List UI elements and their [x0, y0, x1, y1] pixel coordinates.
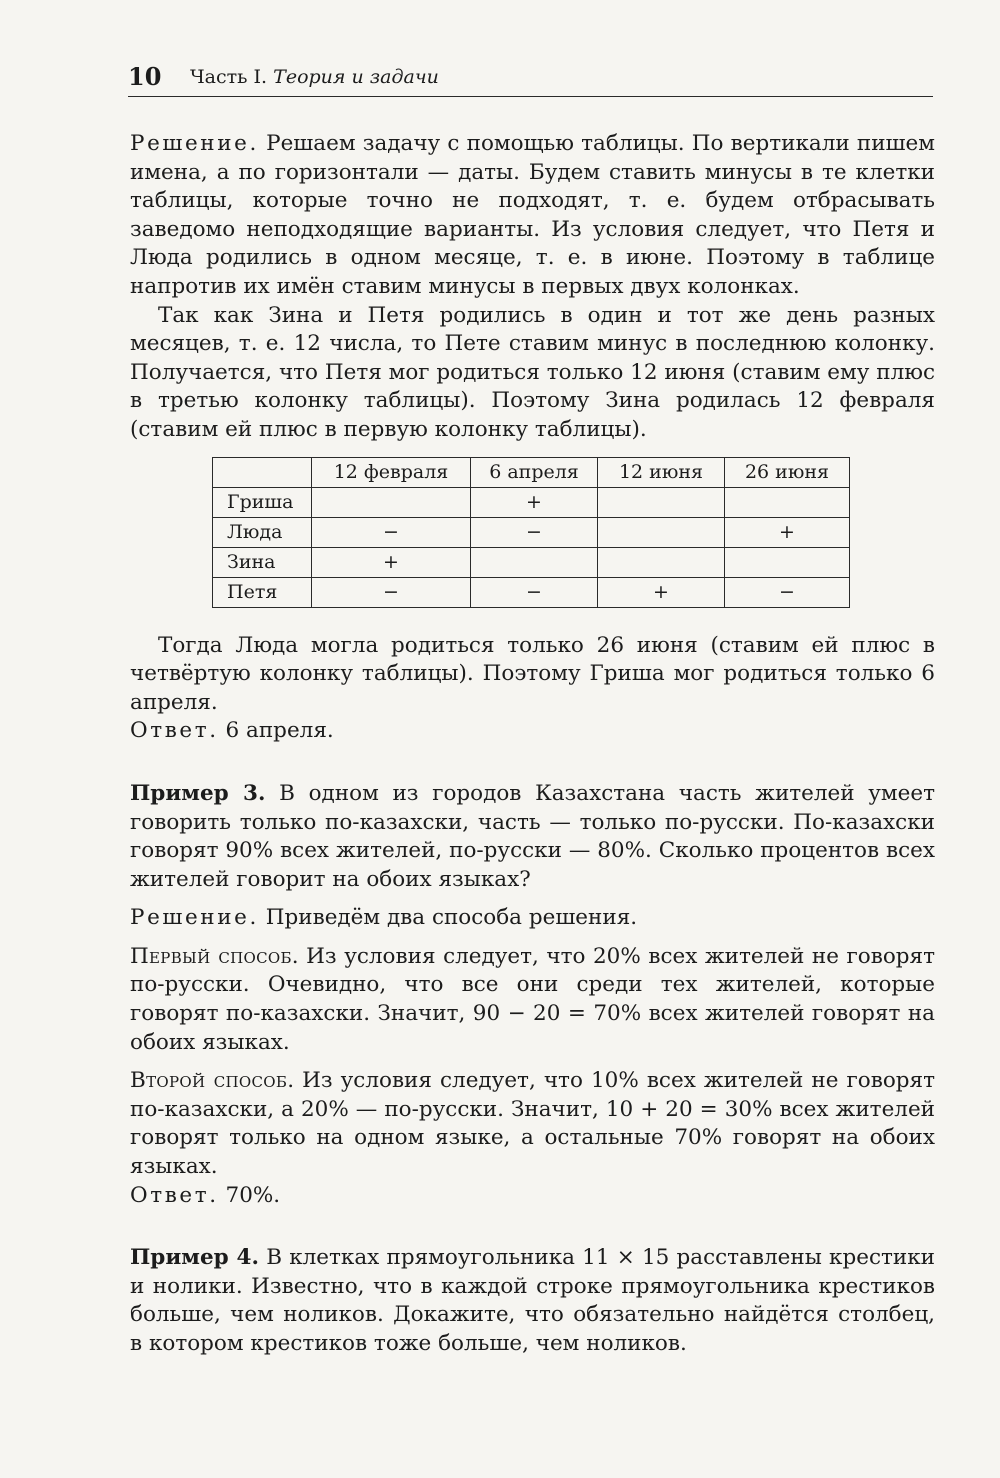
solution-paragraph-1 — [130, 130, 935, 302]
solution-label: Решение. — [130, 905, 259, 931]
answer-label: Ответ. — [130, 718, 219, 744]
column-header: 12 июня — [598, 457, 725, 487]
example-4-statement — [130, 1244, 935, 1358]
row-name: Люда — [213, 517, 312, 547]
table-cell: + — [598, 577, 725, 607]
method-2-paragraph — [130, 1067, 935, 1181]
row-name: Петя — [213, 577, 312, 607]
answer-text: 6 апреля. — [218, 718, 334, 744]
row-name: Гриша — [213, 487, 312, 517]
table-cell — [725, 547, 850, 577]
solution-intro-text: Приведём два способа решения. — [258, 905, 638, 931]
example-3-solution-intro — [130, 904, 935, 933]
table-row — [213, 487, 850, 517]
part-label: Часть I. — [190, 66, 268, 88]
table-cell: − — [312, 517, 471, 547]
solution-paragraph-2: Так как Зина и Петя родились в один и тот же день разных месяцев, т. е. 12 числа, то Пете ставим минус в последнюю колонку. Получается, что Петя мог родиться только 12 июня (ставим ему плюс в третью колонку таблицы). Поэтому Зина родилась 12 февраля (ставим ей плюс в первую колонку таблицы). — [130, 302, 935, 442]
row-name: Зина — [213, 547, 312, 577]
table-cell — [312, 487, 471, 517]
table-cell: − — [725, 577, 850, 607]
example-4-label: Пример 4. — [130, 1245, 259, 1271]
example-4-text: В клетках прямоугольника 11 × 15 расставлены крестики и нолики. Известно, что в каждой строке прямоугольника крестиков больше, чем ноликов. Докажите, что обязательно найдётся столбец, в котором крестиков тоже больше, чем ноликов. — [130, 1245, 935, 1356]
table-cell: − — [471, 577, 598, 607]
table-row — [213, 517, 850, 547]
table-cell — [598, 487, 725, 517]
page-body — [130, 130, 935, 1359]
method-1-label: Первый способ — [130, 943, 292, 969]
table-row — [213, 577, 850, 607]
solution-label: Решение. — [130, 131, 259, 156]
table-cell: + — [312, 547, 471, 577]
table-header-row — [213, 457, 850, 487]
table-corner-cell — [213, 457, 312, 487]
table-cell: + — [725, 517, 850, 547]
table-cell — [598, 517, 725, 547]
answer-text: 70%. — [218, 1182, 281, 1208]
answer-label: Ответ. — [130, 1182, 219, 1208]
table-cell: − — [312, 577, 471, 607]
column-header: 26 июня — [725, 457, 850, 487]
page-header — [128, 58, 933, 97]
solution-paragraph-3: Тогда Люда могла родиться только 26 июня (ставим ей плюс в четвёртую колонку таблицы). Поэтому Гриша мог родиться только 6 апреля. — [130, 632, 935, 715]
column-header: 6 апреля — [471, 457, 598, 487]
example-3-label: Пример 3. — [130, 780, 266, 806]
answer-line — [130, 1182, 935, 1211]
example-3-statement — [130, 780, 935, 894]
chapter-title: Теория и задачи — [273, 66, 439, 88]
table-cell: + — [471, 487, 598, 517]
answer-line — [130, 717, 935, 746]
running-head — [190, 66, 439, 88]
table-row — [213, 547, 850, 577]
page-number: 10 — [128, 62, 162, 91]
method-1-text: . Из условия следует, что 20% всех жителей не говорят по-русски. Очевидно, что все они среди тех жителей, которые говорят по-казахски. Значит, 90 − 20 = 70% всех жителей говорят на обоих языках. — [130, 943, 935, 1055]
solution-text-1: Решаем задачу с помощью таблицы. По вертикали пишем имена, а по горизонтали — даты. Будем ставить минусы в те клетки таблицы, которые точно не подходят, т. е. будем отбрасывать заведомо неподходящие варианты. Из условия следует, что Петя и Люда родились в одном месяце, т. е. в июне. Поэтому в таблице напротив их имён ставим минусы в первых двух колонках. — [130, 131, 935, 299]
method-2-label: Второй способ — [130, 1068, 288, 1094]
example-3-text: В одном из городов Казахстана часть жителей умеет говорить только по-казахски, часть — только по-русски. По-казахски говорят 90% всех жителей, по-русски — 80%. Сколько процентов всех жителей говорит на обоих языках? — [130, 780, 935, 892]
table-cell — [471, 547, 598, 577]
birthday-table — [212, 457, 850, 608]
method-2-text: . Из условия следует, что 10% всех жителей не говорят по-казахски, а 20% — по-русски. Значит, 10 + 20 = 30% всех жителей говорят только на одном языке, а остальные 70% говорят на обоих языках. — [130, 1068, 935, 1180]
table-cell: − — [471, 517, 598, 547]
method-1-paragraph — [130, 943, 935, 1057]
table-cell — [598, 547, 725, 577]
column-header: 12 февраля — [312, 457, 471, 487]
table-cell — [725, 487, 850, 517]
